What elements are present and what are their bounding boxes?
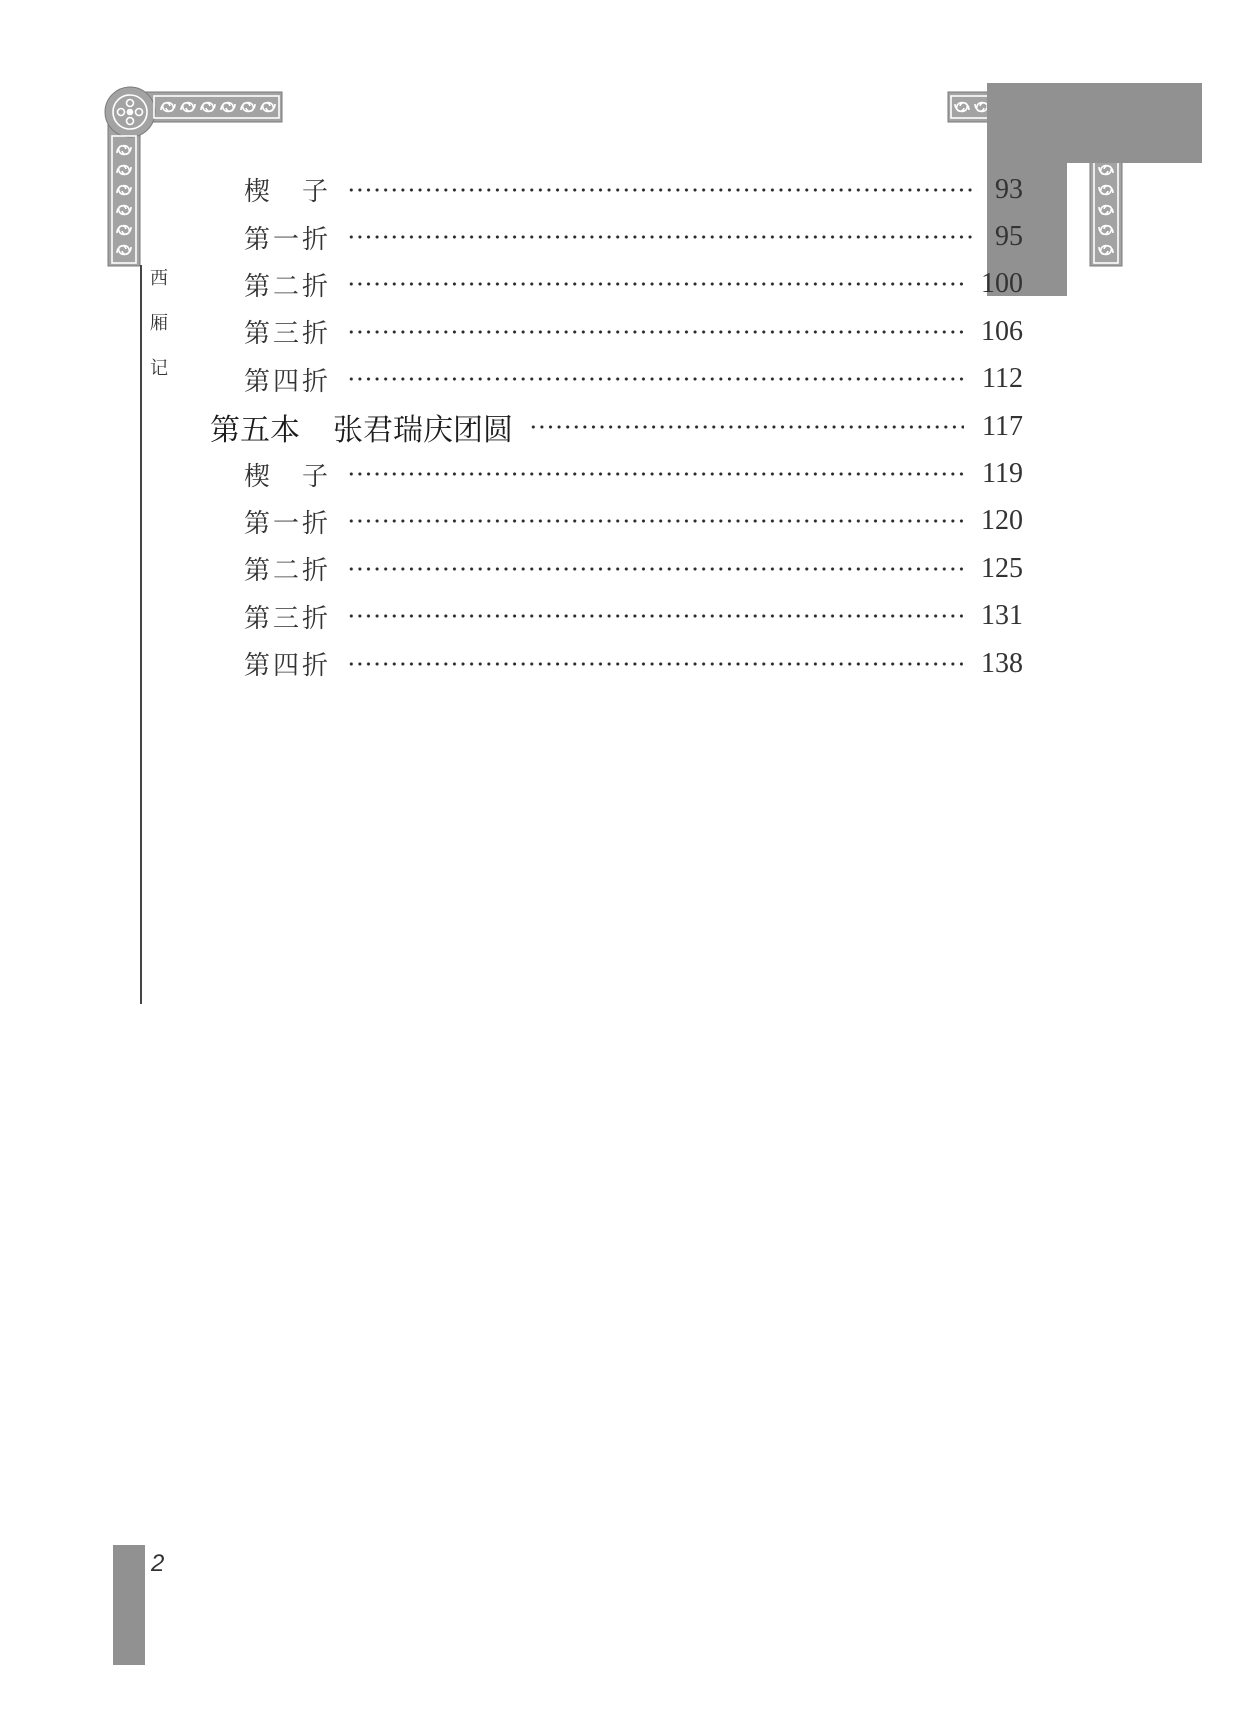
toc-entry [210,308,1023,355]
toc-entry-page: 119 [982,458,1023,490]
dot-leader [347,280,963,288]
toc-book-volume: 第五本 [210,412,300,448]
toc-entry-page: 125 [981,552,1023,584]
toc-entry-label: 第二折 [244,556,332,587]
dot-leader [347,233,977,241]
running-title: 西厢记 [147,268,168,403]
toc-entry [210,593,1023,640]
dot-leader [347,517,963,525]
toc-entry [210,166,1023,213]
toc-entry-label: 第一折 [244,508,332,539]
toc-entry-label: 第三折 [244,603,332,634]
toc-book-page: 117 [982,410,1023,442]
toc-entry-label: 第四折 [244,366,332,397]
dot-leader [347,328,963,336]
toc-entry [210,450,1023,497]
toc-entry-label: 第四折 [244,651,332,682]
toc-entry-label: 楔 子 [244,177,332,208]
dot-leader [529,423,964,431]
toc-entry-label: 第一折 [244,224,332,255]
table-of-contents [210,166,1023,687]
page-number: 2 [151,1550,165,1577]
toc-book-heading [210,403,1023,450]
toc-entry-page: 100 [981,268,1023,300]
toc-entry-page: 106 [981,315,1023,347]
margin-rule [140,265,142,1004]
toc-entry [210,545,1023,592]
toc-entry [210,261,1023,308]
toc-entry-page: 93 [995,173,1023,205]
toc-entry-page: 138 [981,647,1023,679]
dot-leader [347,660,963,668]
toc-entry-label: 楔 子 [244,461,332,492]
toc-entry-page: 120 [981,505,1023,537]
toc-entry-page: 95 [995,221,1023,253]
toc-entry-label: 第三折 [244,319,332,350]
toc-entry [210,213,1023,260]
toc-entry [210,356,1023,403]
toc-entry-page: 112 [982,363,1023,395]
dot-leader [347,565,963,573]
page-number-bar [113,1545,145,1665]
toc-entry-label: 第二折 [244,271,332,302]
toc-entry-page: 131 [981,600,1023,632]
dot-leader [347,186,977,194]
dot-leader [347,612,963,620]
toc-entry [210,640,1023,687]
toc-entry [210,498,1023,545]
dot-leader [347,470,964,478]
toc-book-title: 张君瑞庆团圆 [333,412,513,448]
dot-leader [347,375,964,383]
